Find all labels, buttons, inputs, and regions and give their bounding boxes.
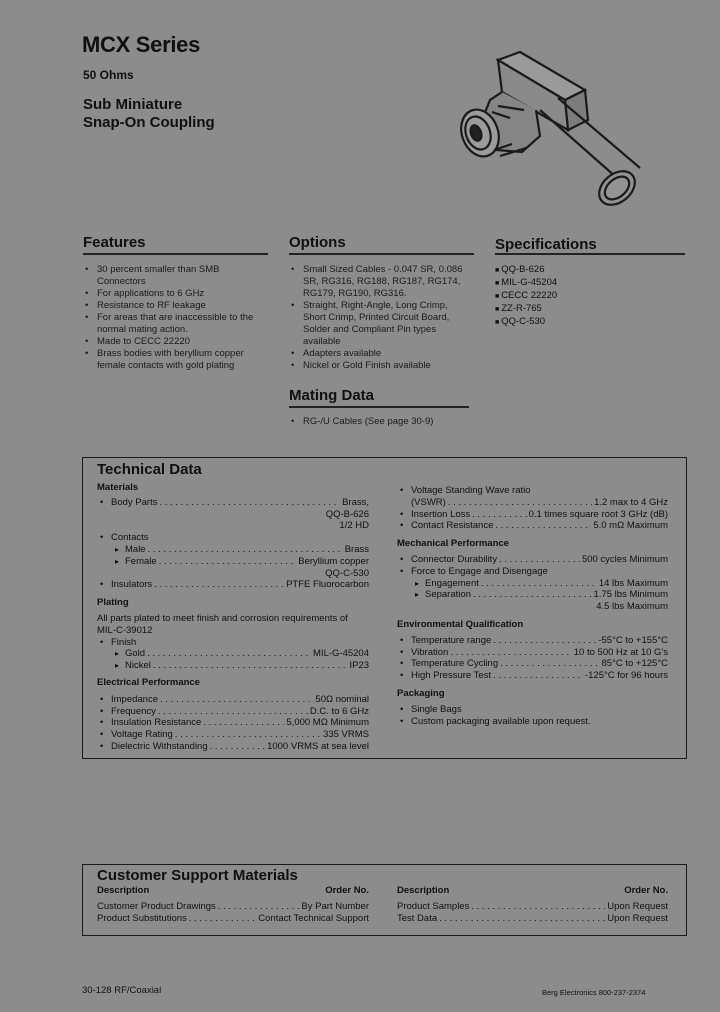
table-row xyxy=(397,901,668,913)
list-item: • Adapters available xyxy=(289,348,471,360)
spec-value: Beryllium copper xyxy=(298,555,369,567)
spec-label: • Force to Engage and Disengage xyxy=(397,566,668,578)
spec-label: ▸ Female xyxy=(125,555,157,567)
subtitle xyxy=(83,96,215,132)
spec-label: ▸ Engagement xyxy=(425,577,479,589)
options-rule xyxy=(289,253,474,255)
spec-value: 335 VRMS xyxy=(323,729,369,741)
packaging-item: • Single Bags xyxy=(397,704,668,716)
impedance-subtitle: 50 Ohms xyxy=(83,68,134,82)
table-cell: By Part Number xyxy=(301,900,369,912)
spec-value: 1/2 HD xyxy=(339,520,369,532)
spec-value: 1.2 max to 4 GHz xyxy=(594,496,668,508)
environmental-heading: Environmental Qualification xyxy=(397,618,524,630)
spec-value: QQ-C-530 xyxy=(325,567,369,579)
spec-value: 85°C to +125°C xyxy=(601,658,668,670)
spec-value: Brass xyxy=(344,543,369,555)
list-item: • Straight, Right-Angle, Long Crimp, Short Crimp, Printed Circuit Board, Solder and Compliant Pin types available xyxy=(289,300,471,348)
column-header: Order No. xyxy=(325,885,369,896)
mating-rule xyxy=(289,406,469,408)
spec-label: • Frequency xyxy=(111,705,156,717)
spec-label: • Temperature Cycling xyxy=(411,658,499,670)
list-item: • For applications to 6 GHz xyxy=(83,288,268,300)
options-list xyxy=(289,264,471,372)
spec-label: • Contact Resistance xyxy=(411,520,494,532)
table-row xyxy=(97,901,369,913)
spec-label: ▸ Male xyxy=(125,543,146,555)
spec-item: ■ CECC 22220 xyxy=(495,290,557,301)
spec-label: • Vibration xyxy=(411,646,449,658)
table-cell: Test Data xyxy=(397,912,438,924)
spec-value: MIL-G-45204 xyxy=(313,648,369,660)
specifications-heading: Specifications xyxy=(495,236,597,253)
spec-label: • Voltage Rating xyxy=(111,729,173,741)
spec-value: 14 lbs Maximum xyxy=(598,577,668,589)
specifications-rule xyxy=(495,253,685,255)
table-row xyxy=(97,913,369,925)
list-item: • Brass bodies with beryllium copper female contacts with gold plating xyxy=(83,348,268,372)
spec-label: • Dielectric Withstanding xyxy=(111,740,208,752)
table-row xyxy=(397,913,668,925)
spec-value: 4.5 lbs Maximum xyxy=(596,601,668,613)
subtitle-line-2: Snap-On Coupling xyxy=(83,114,215,131)
spec-value: 5.0 mΩ Maximum xyxy=(593,520,668,532)
features-list xyxy=(83,264,268,372)
column-header: Order No. xyxy=(624,885,668,896)
list-item: • Made to CECC 22220 xyxy=(83,336,268,348)
subtitle-line-1: Sub Miniature xyxy=(83,96,183,113)
spec-item: ■ QQ-B-626 xyxy=(495,264,544,275)
features-rule xyxy=(83,253,268,255)
spec-label: • Voltage Standing Wave ratio xyxy=(397,485,668,497)
technical-right-column xyxy=(397,485,668,727)
plating-heading: Plating xyxy=(97,597,129,609)
spec-label: • High Pressure Test xyxy=(411,670,492,682)
connector-illustration xyxy=(440,40,670,220)
list-item: • 30 percent smaller than SMB Connectors xyxy=(83,264,268,288)
mating-list xyxy=(289,416,471,428)
features-heading: Features xyxy=(83,234,146,251)
spec-value: -55°C to +155°C xyxy=(598,634,668,646)
support-left-table xyxy=(97,885,369,924)
mechanical-heading: Mechanical Performance xyxy=(397,538,509,550)
table-cell: Product Substitutions xyxy=(97,912,187,924)
spec-value: PTFE Fluorocarbon xyxy=(286,579,369,591)
column-header: Description xyxy=(397,885,450,896)
spec-value: 50Ω nominal xyxy=(315,693,369,705)
spec-label: • Insulation Resistance xyxy=(111,717,202,729)
spec-value: D.C. to 6 GHz xyxy=(309,705,369,717)
spec-value: QQ-B-626 xyxy=(325,508,369,520)
electrical-heading: Electrical Performance xyxy=(97,676,200,688)
spec-label: ▸ Gold xyxy=(125,648,146,660)
customer-support-heading: Customer Support Materials xyxy=(97,867,298,884)
company-footer: Berg Electronics 800-237-2374 xyxy=(542,988,646,997)
list-item: • Nickel or Gold Finish available xyxy=(289,360,471,372)
spec-label: • Body Parts xyxy=(111,496,158,508)
spec-label: • Contacts xyxy=(97,532,369,544)
table-cell: Product Samples xyxy=(397,900,470,912)
page-footer: 30-128 RF/Coaxial xyxy=(82,985,162,996)
plating-text: All parts plated to meet finish and corrosion requirements of xyxy=(97,612,348,624)
spec-value: IP23 xyxy=(349,660,369,672)
spec-value: -125°C for 96 hours xyxy=(584,670,668,682)
list-item: • Small Sized Cables - 0.047 SR, 0.086 SR, RG316, RG188, RG187, RG174, RG179, RG190, RG316. xyxy=(289,264,471,300)
spec-label: (VSWR) xyxy=(411,496,446,508)
page-title: MCX Series xyxy=(82,32,201,57)
spec-value: Brass, xyxy=(342,496,369,508)
spec-value: 10 to 500 Hz at 10 G's xyxy=(573,646,668,658)
support-right-table xyxy=(397,885,668,924)
spec-label: • Finish xyxy=(97,637,369,649)
table-cell: Contact Technical Support xyxy=(258,912,369,924)
spec-value: 5,000 MΩ Minimum xyxy=(286,717,369,729)
list-item: • Resistance to RF leakage xyxy=(83,300,268,312)
table-cell: Upon Request xyxy=(607,912,668,924)
list-item: • For areas that are inaccessible to the normal mating action. xyxy=(83,312,268,336)
column-header: Description xyxy=(97,885,150,896)
spec-label: • Impedance xyxy=(111,693,159,705)
plating-text: MIL-C-39012 xyxy=(97,624,153,636)
spec-label: ▸ Separation xyxy=(425,589,471,601)
spec-label: • Temperature range xyxy=(411,634,492,646)
spec-label: • Insertion Loss xyxy=(411,508,471,520)
materials-heading: Materials xyxy=(97,482,139,493)
technical-data-heading: Technical Data xyxy=(97,461,202,478)
table-cell: Upon Request xyxy=(607,900,668,912)
list-item: • RG-/U Cables (See page 30-9) xyxy=(289,416,471,428)
packaging-heading: Packaging xyxy=(397,687,445,699)
spec-item: ■ QQ-C-530 xyxy=(495,316,545,327)
packaging-item: • Custom packaging available upon request. xyxy=(397,716,668,728)
technical-left-column xyxy=(97,479,369,753)
spec-item: ■ MIL-G-45204 xyxy=(495,277,557,288)
spec-value: 1000 VRMS at sea level xyxy=(267,740,369,752)
table-cell: Customer Product Drawings xyxy=(97,900,216,912)
spec-label: • Insulators xyxy=(111,579,153,591)
spec-label: ▸ Nickel xyxy=(125,660,151,672)
spec-item: ■ ZZ-R-765 xyxy=(495,303,542,314)
spec-value: 500 cycles Minimum xyxy=(581,553,668,565)
options-heading: Options xyxy=(289,234,346,251)
mating-heading: Mating Data xyxy=(289,387,375,404)
spec-value: 0.1 times square root 3 GHz (dB) xyxy=(528,508,668,520)
spec-value: 1.75 lbs Minimum xyxy=(593,589,668,601)
spec-label: • Connector Durability xyxy=(411,553,498,565)
specifications-list xyxy=(495,264,695,329)
